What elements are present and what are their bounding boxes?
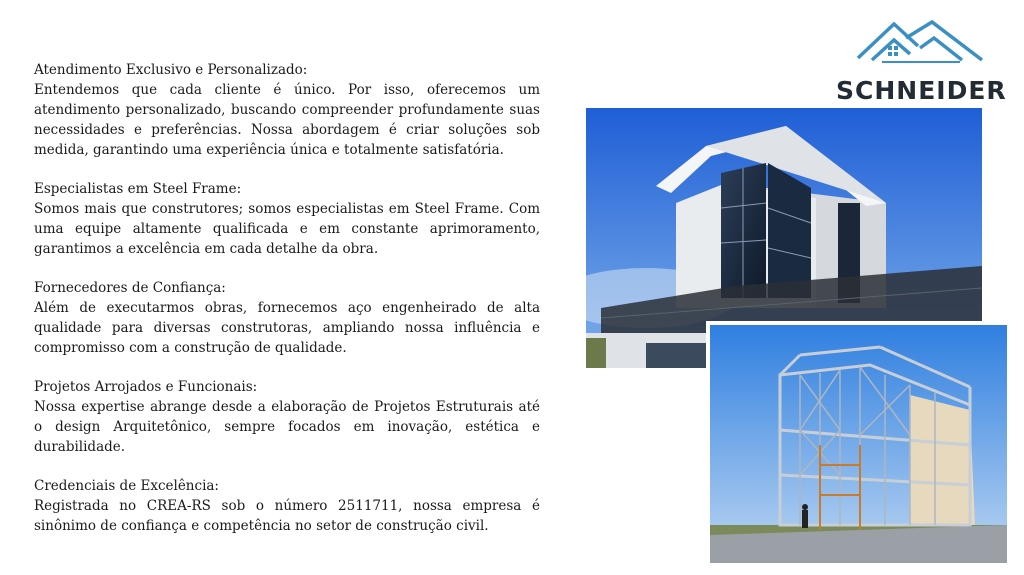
- section-projetos: [34, 377, 540, 457]
- brand-name: SCHNEIDER: [836, 76, 1007, 105]
- section-fornecedores: [34, 278, 540, 358]
- section-body: Entendemos que cada cliente é único. Por isso, oferecemos um atendimento personalizado, buscando compreender profundamente suas necessidades e preferências. Nossa abordagem é criar soluções sob medida, garantindo uma experiência única e totalmente satisfatória.: [34, 82, 540, 158]
- roof-icon: [836, 18, 1002, 74]
- section-credenciais: [34, 476, 540, 536]
- section-heading: Especialistas em Steel Frame:: [34, 181, 242, 197]
- steel-frame-construction-photo: [710, 325, 1007, 563]
- section-body: Somos mais que construtores; somos especialistas em Steel Frame. Com uma equipe altamente qualificada e em constante aprimoramento, garantimos a excelência em cada detalhe da obra.: [34, 201, 540, 257]
- section-body: Além de executarmos obras, fornecemos aço engenheirado de alta qualidade para diversas construtoras, ampliando nossa influência e compromisso com a construção de qualidade.: [34, 300, 540, 356]
- section-atendimento: [34, 60, 540, 160]
- section-heading: Credenciais de Excelência:: [34, 478, 219, 494]
- section-steel-frame: [34, 179, 540, 259]
- section-heading: Fornecedores de Confiança:: [34, 280, 226, 296]
- section-heading: Projetos Arrojados e Funcionais:: [34, 379, 258, 395]
- section-body: Nossa expertise abrange desde a elaboração de Projetos Estruturais até o design Arquitetônico, sempre focados em inovação, estética e durabilidade.: [34, 399, 540, 455]
- content-column: [34, 60, 540, 555]
- brand-logo: [836, 18, 1007, 106]
- section-body: Registrada no CREA-RS sob o número 2511711, nossa empresa é sinônimo de confiança e competência no setor de construção civil.: [34, 498, 540, 534]
- section-heading: Atendimento Exclusivo e Personalizado:: [34, 62, 308, 78]
